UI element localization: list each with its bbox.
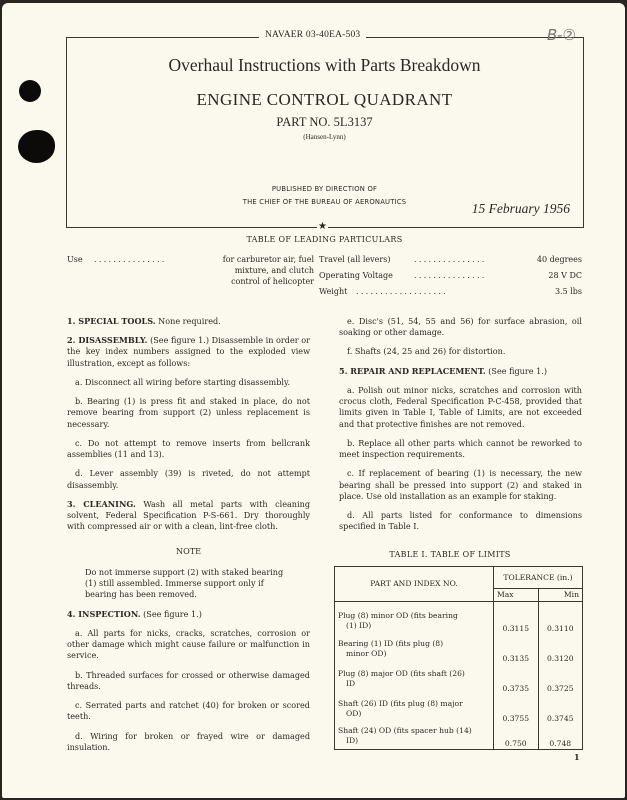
published-line-2: THE CHIEF OF THE BUREAU OF AERONAUTICS (242, 198, 407, 206)
table-limits-title: TABLE I. TABLE OF LIMITS (389, 550, 511, 559)
right-column (339, 316, 582, 540)
note-body: Do not immerse support (2) with staked bearing (1) still assembled. Immerse support only if bearing has been removed. (85, 567, 284, 600)
disassembly-item-d: d. Lever assembly (39) is riveted, do not attempt disassembly. (67, 468, 310, 490)
inspection-item-d: d. Wiring for broken or frayed wire or damaged insulation. (67, 730, 310, 752)
inspection-item-f: f. Shafts (24, 25 and 26) for distortion. (347, 346, 506, 357)
section-inspection: 4. INSPECTION. (See figure 1.) (67, 608, 202, 619)
repair-item-b: b. Replace all other parts which cannot be reworked to meet inspection requirements. (339, 437, 582, 460)
section-cleaning: 3. CLEANING. Wash all metal parts with cleaning solvent, Federal Specification P-S-661. Dry thoroughly with compressed air or with a clean, lint-free cloth. (67, 498, 311, 532)
leading-particulars-title: TABLE OF LEADING PARTICULARS (246, 235, 403, 244)
published-line-1: PUBLISHED BY DIRECTION OF (271, 185, 378, 193)
table-row: Plug (8) minor OD (fits bearing (1) ID) 0.3115 0.3110 (335, 602, 583, 634)
column-header-max: Max (494, 589, 539, 602)
inspection-item-b: b. Threaded surfaces for crossed or otherwise damaged threads. (67, 669, 310, 691)
punch-hole-1 (19, 80, 41, 102)
section-special-tools: 1. SPECIAL TOOLS. None required. (67, 316, 221, 326)
page-number: 1 (574, 752, 580, 762)
column-header-part: PART AND INDEX NO. (335, 567, 494, 602)
note-title: NOTE (175, 546, 202, 557)
inspection-item-a: a. All parts for nicks, cracks, scratches, corrosion or other damage which might cause failure or malfunction in service. (67, 627, 310, 661)
document-title: Overhaul Instructions with Parts Breakdown (168, 55, 481, 75)
repair-item-d: d. All parts listed for conformance to dimensions specified in Table I. (339, 510, 582, 532)
column-header-tolerance: TOLERANCE (in.) (494, 567, 583, 589)
publication-date: 15 February 1956 (471, 201, 570, 216)
part-number: PART NO. 5L3137 (276, 115, 373, 129)
manufacturer: (Hansen-Lynn) (303, 133, 346, 141)
part-title: ENGINE CONTROL QUADRANT (196, 90, 453, 109)
section-disassembly: 2. DISASSEMBLY. (See figure 1.) Disassemble in order or the key index numbers assigned to the exploded view illustration, except as follows: (67, 335, 311, 368)
left-column (67, 316, 310, 761)
table-of-limits (334, 566, 583, 750)
inspection-item-e: e. Disc's (51, 54, 55 and 56) for surface abrasion, oil soaking or other damage. (339, 316, 582, 338)
table-row: Shaft (26) ID (fits plug (8) major OD) 0.3755 0.3745 (335, 694, 583, 724)
table-row: Bearing (1) ID (fits plug (8) minor OD) 0.3135 0.3120 (335, 634, 583, 664)
disassembly-item-c: c. Do not attempt to remove inserts from bellcrank assemblies (11 and 13). (67, 437, 310, 460)
punch-hole-2 (18, 130, 55, 163)
repair-item-a: a. Polish out minor nicks, scratches and corrosion with crocus cloth, Federal Specification P-C-458, provided that limits given in Table I, Table of Limits, are not exceeded and that protective finishes are not removed. (339, 385, 582, 429)
repair-item-c: c. If replacement of bearing (1) is necessary, the new bearing shall be pressed into support (2) and staked in place. Use old installation as an example for staking. (339, 468, 582, 501)
disassembly-item-b: b. Bearing (1) is press fit and staked in place, do not remove bearing from support (2) unless replacement is necessary. (67, 396, 310, 429)
table-row: Shaft (24) OD (fits spacer hub (14) ID) 0.750 0.748 (335, 724, 583, 750)
inspection-item-c: c. Serrated parts and ratchet (40) for broken or scored teeth. (67, 700, 310, 722)
column-header-min: Min (538, 589, 583, 602)
disassembly-item-a: a. Disconnect all wiring before starting disassembly. (75, 376, 291, 387)
use-label: Use (67, 255, 83, 264)
handwritten-mark: B-② (547, 26, 576, 44)
star-ornament-icon: ★ (318, 221, 327, 232)
use-dots: ............... (94, 255, 167, 264)
use-value: for carburetor air, fuel mixture, and clutch control of helicopter (222, 255, 314, 287)
table-row: Plug (8) major OD (fits shaft (26) ID 0.3735 0.3725 (335, 664, 583, 694)
section-repair-replacement: 5. REPAIR AND REPLACEMENT. (See figure 1.) (339, 365, 548, 376)
document-number: NAVAER 03-40EA-503 (259, 30, 366, 40)
